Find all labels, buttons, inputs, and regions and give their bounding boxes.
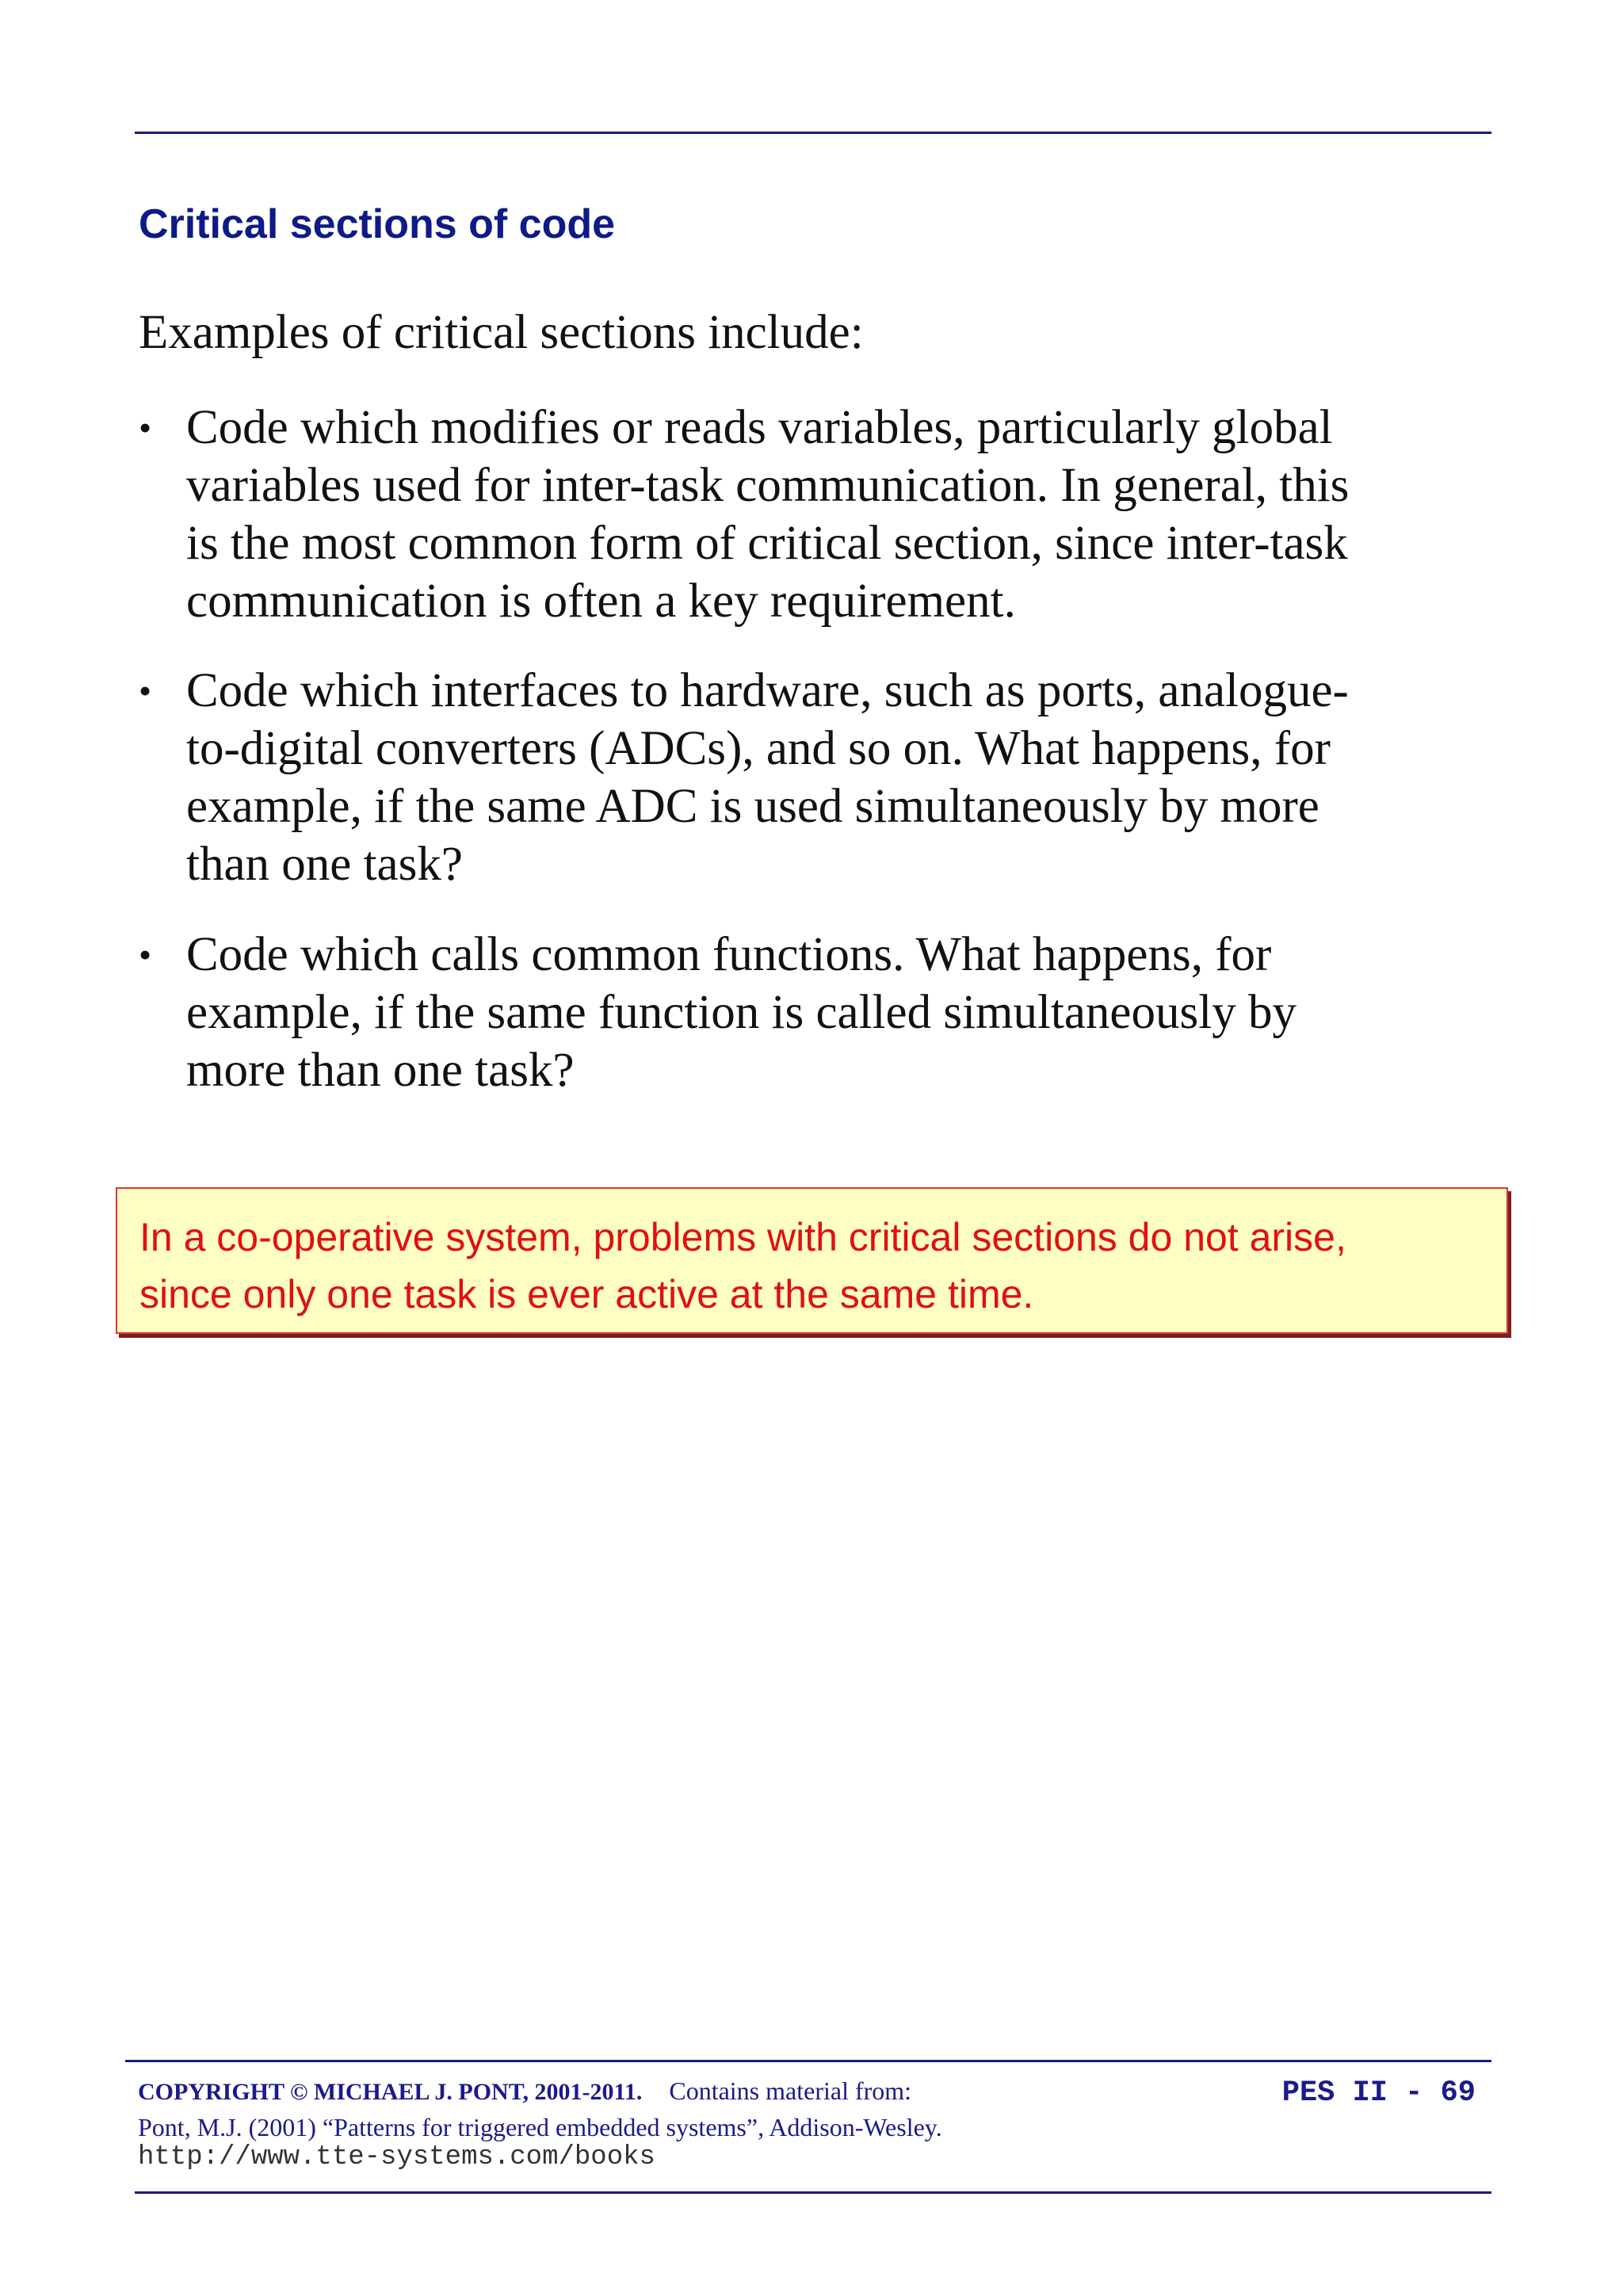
bullet-line: variables used for inter-task communication. In general, this bbox=[186, 459, 1350, 512]
bullet-item-2 bbox=[139, 662, 1423, 893]
bullet-line: Code which calls common functions. What happens, for bbox=[186, 928, 1272, 981]
footer-copyright bbox=[138, 2076, 911, 2106]
intro-paragraph: Examples of critical sections include: bbox=[139, 306, 864, 359]
footer-reference: Pont, M.J. (2001) “Patterns for triggered embedded systems”, Addison-Wesley. bbox=[138, 2113, 942, 2141]
bullet-marker: • bbox=[139, 670, 152, 711]
bullet-line: example, if the same ADC is used simultaneously by more bbox=[186, 780, 1319, 833]
contains-note: Contains material from: bbox=[669, 2076, 912, 2105]
section-heading: Critical sections of code bbox=[139, 201, 616, 247]
bullet-line: is the most common form of critical section, since inter-task bbox=[186, 517, 1348, 570]
footer-bottom-rule bbox=[135, 2191, 1491, 2194]
bullet-line: Code which modifies or reads variables, particularly global bbox=[186, 401, 1333, 454]
bullet-line: Code which interfaces to hardware, such as ports, analogue- bbox=[186, 664, 1349, 717]
footer-url: http://www.tte-systems.com/books bbox=[138, 2142, 655, 2172]
bullet-line: to-digital converters (ADCs), and so on. What happens, for bbox=[186, 722, 1331, 775]
footer-top-rule bbox=[125, 2060, 1491, 2062]
bullet-line: communication is often a key requirement. bbox=[186, 575, 1016, 628]
callout-line: since only one task is ever active at the same time. bbox=[139, 1272, 1034, 1316]
copyright-notice: COPYRIGHT © MICHAEL J. PONT, 2001-2011. bbox=[138, 2079, 643, 2105]
header-rule bbox=[135, 132, 1491, 134]
bullet-line: example, if the same function is called simultaneously by bbox=[186, 986, 1296, 1039]
bullet-line: more than one task? bbox=[186, 1044, 575, 1097]
bullet-item-1 bbox=[139, 399, 1423, 630]
bullet-item-3 bbox=[139, 926, 1423, 1099]
bullet-marker: • bbox=[139, 934, 152, 975]
page-label: PES II - 69 bbox=[1281, 2076, 1476, 2110]
callout-line: In a co-operative system, problems with critical sections do not arise, bbox=[139, 1215, 1346, 1259]
callout-box bbox=[116, 1187, 1508, 1334]
bullet-line: than one task? bbox=[186, 838, 463, 891]
bullet-marker: • bbox=[139, 407, 152, 448]
